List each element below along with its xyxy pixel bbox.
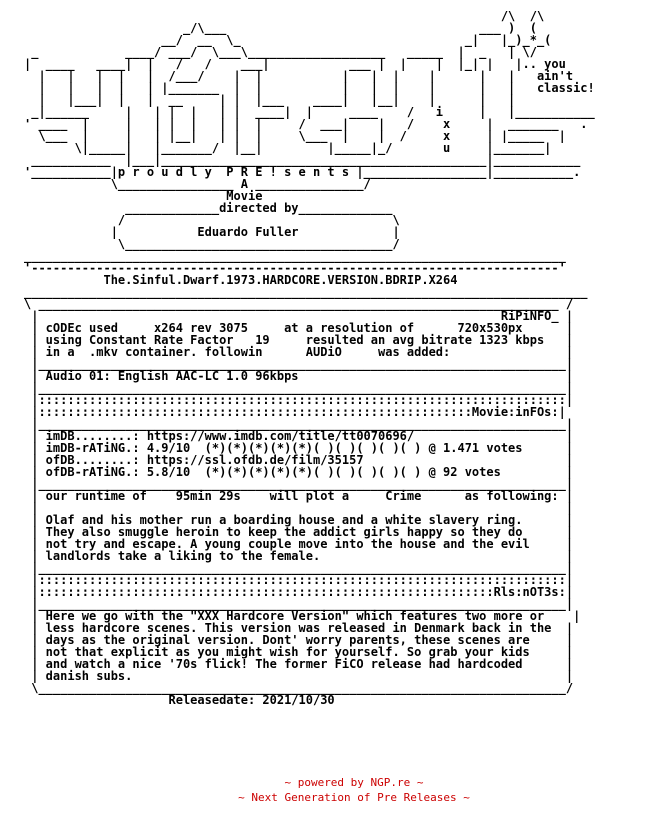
footer-tagline: ~ Next Generation of Pre Releases ~: [238, 791, 470, 804]
footer-powered-by: ~ powered by NGP.re ~: [284, 776, 424, 789]
nfo-art-text: /\ /\ _/\___ ___ ) ( __/ __ \_ _| |_)_*_( _ ____/ ___/ \___\___________________ _____ | _ | \/ | ____ ____| | / / ___| ___ | | | |_| | |.. you | | | | | /___/ | | | | | | | | ain't | | | | | |_______ | | | | | | | | classic! | |___| | | __ | | |___ ____| |__| | | | _|______ | | | | | | ____| | ____ / i | |___________ ' ____ | | | | | | | | / ___| | / x | _______ . \___ | | | |__| | | | \___ | | / x | |_____ | \|_____| |_______/ |__| |_____|_/ u |_______| ___________ |___|_____________________________________________|____________ '___________|p r o u d l y P R E ! s e n t s |_________________|___________. \________________ A _______________/ Movie _____________directed by_____________ / \ | Eduardo Fuller | \_____________________________________/ ___________________________________________________________________________ '-------------------------------------------------------------------------' The.Sinful.Dwarf.1973.HARDCORE.VERSION.BDRIP.X264 ______________________________________________________________________________ \ ________________________________________________________________________ / | RiPiNFO_ | | cODEc used x264 rev 3075 at a resolution of 720x530px | | using Constant Rate Factor 19 resulted an avg bitrate 1323 kbps | | in a .mkv container. followin AUDiO was added: | |_________________________________________________________________________| | Audio 01: English AAC-LC 1.0 96kbps | |_________________________________________________________________________| |:::::::::::::::::::::::::::::::::::::::::::::::::::::::::::::::::::::::::| |::::::::::::::::::::::::::::::::::::::::::::::::::::::::::::Movie:inFOs:| |_________________________________________________________________________| | imDB........: https://www.imdb.com/title/tt0070696/ | | imDB-rATiNG.: 4.9/10 (*)(*)(*)(*)(*)( )( )( )( )( ) @ 1.471 votes | | ofDB........: https://ssl.ofdb.de/film/35157 | | ofDB-rATiNG.: 5.8/10 (*)(*)(*)(*)(*)( )( )( )( )( ) @ 92 votes | |_________________________________________________________________________| | our runtime of 95min 29s will plot a Crime as following: | | | | Olaf and his mother run a boarding house and a white slavery ring. | | They also smuggle heroin to keep the addict girls happy so they do | | not try and escape. A young couple move into the house and the evil | | landlords take a liking to the female. | |_________________________________________________________________________| |:::::::::::::::::::::::::::::::::::::::::::::::::::::::::::::::::::::::::| |:::::::::::::::::::::::::::::::::::::::::::::::::::::::::::::::Rls:nOT3s:| |_________________________________________________________________________| | Here we go with the "XXX Hardcore Version" which features two more or | | less hardcore scenes. This version was released in Denmark back in the | | days as the original version. Dont' worry parents, these scenes are | | not that explicit as you might wish for yourself. So grab your kids | | and watch a nice '70s flick! The former FiCO release had hardcoded | | danish subs. | \_________________________________________________________________________/ Releasedate: 2021/10/30: [24, 9, 595, 707]
